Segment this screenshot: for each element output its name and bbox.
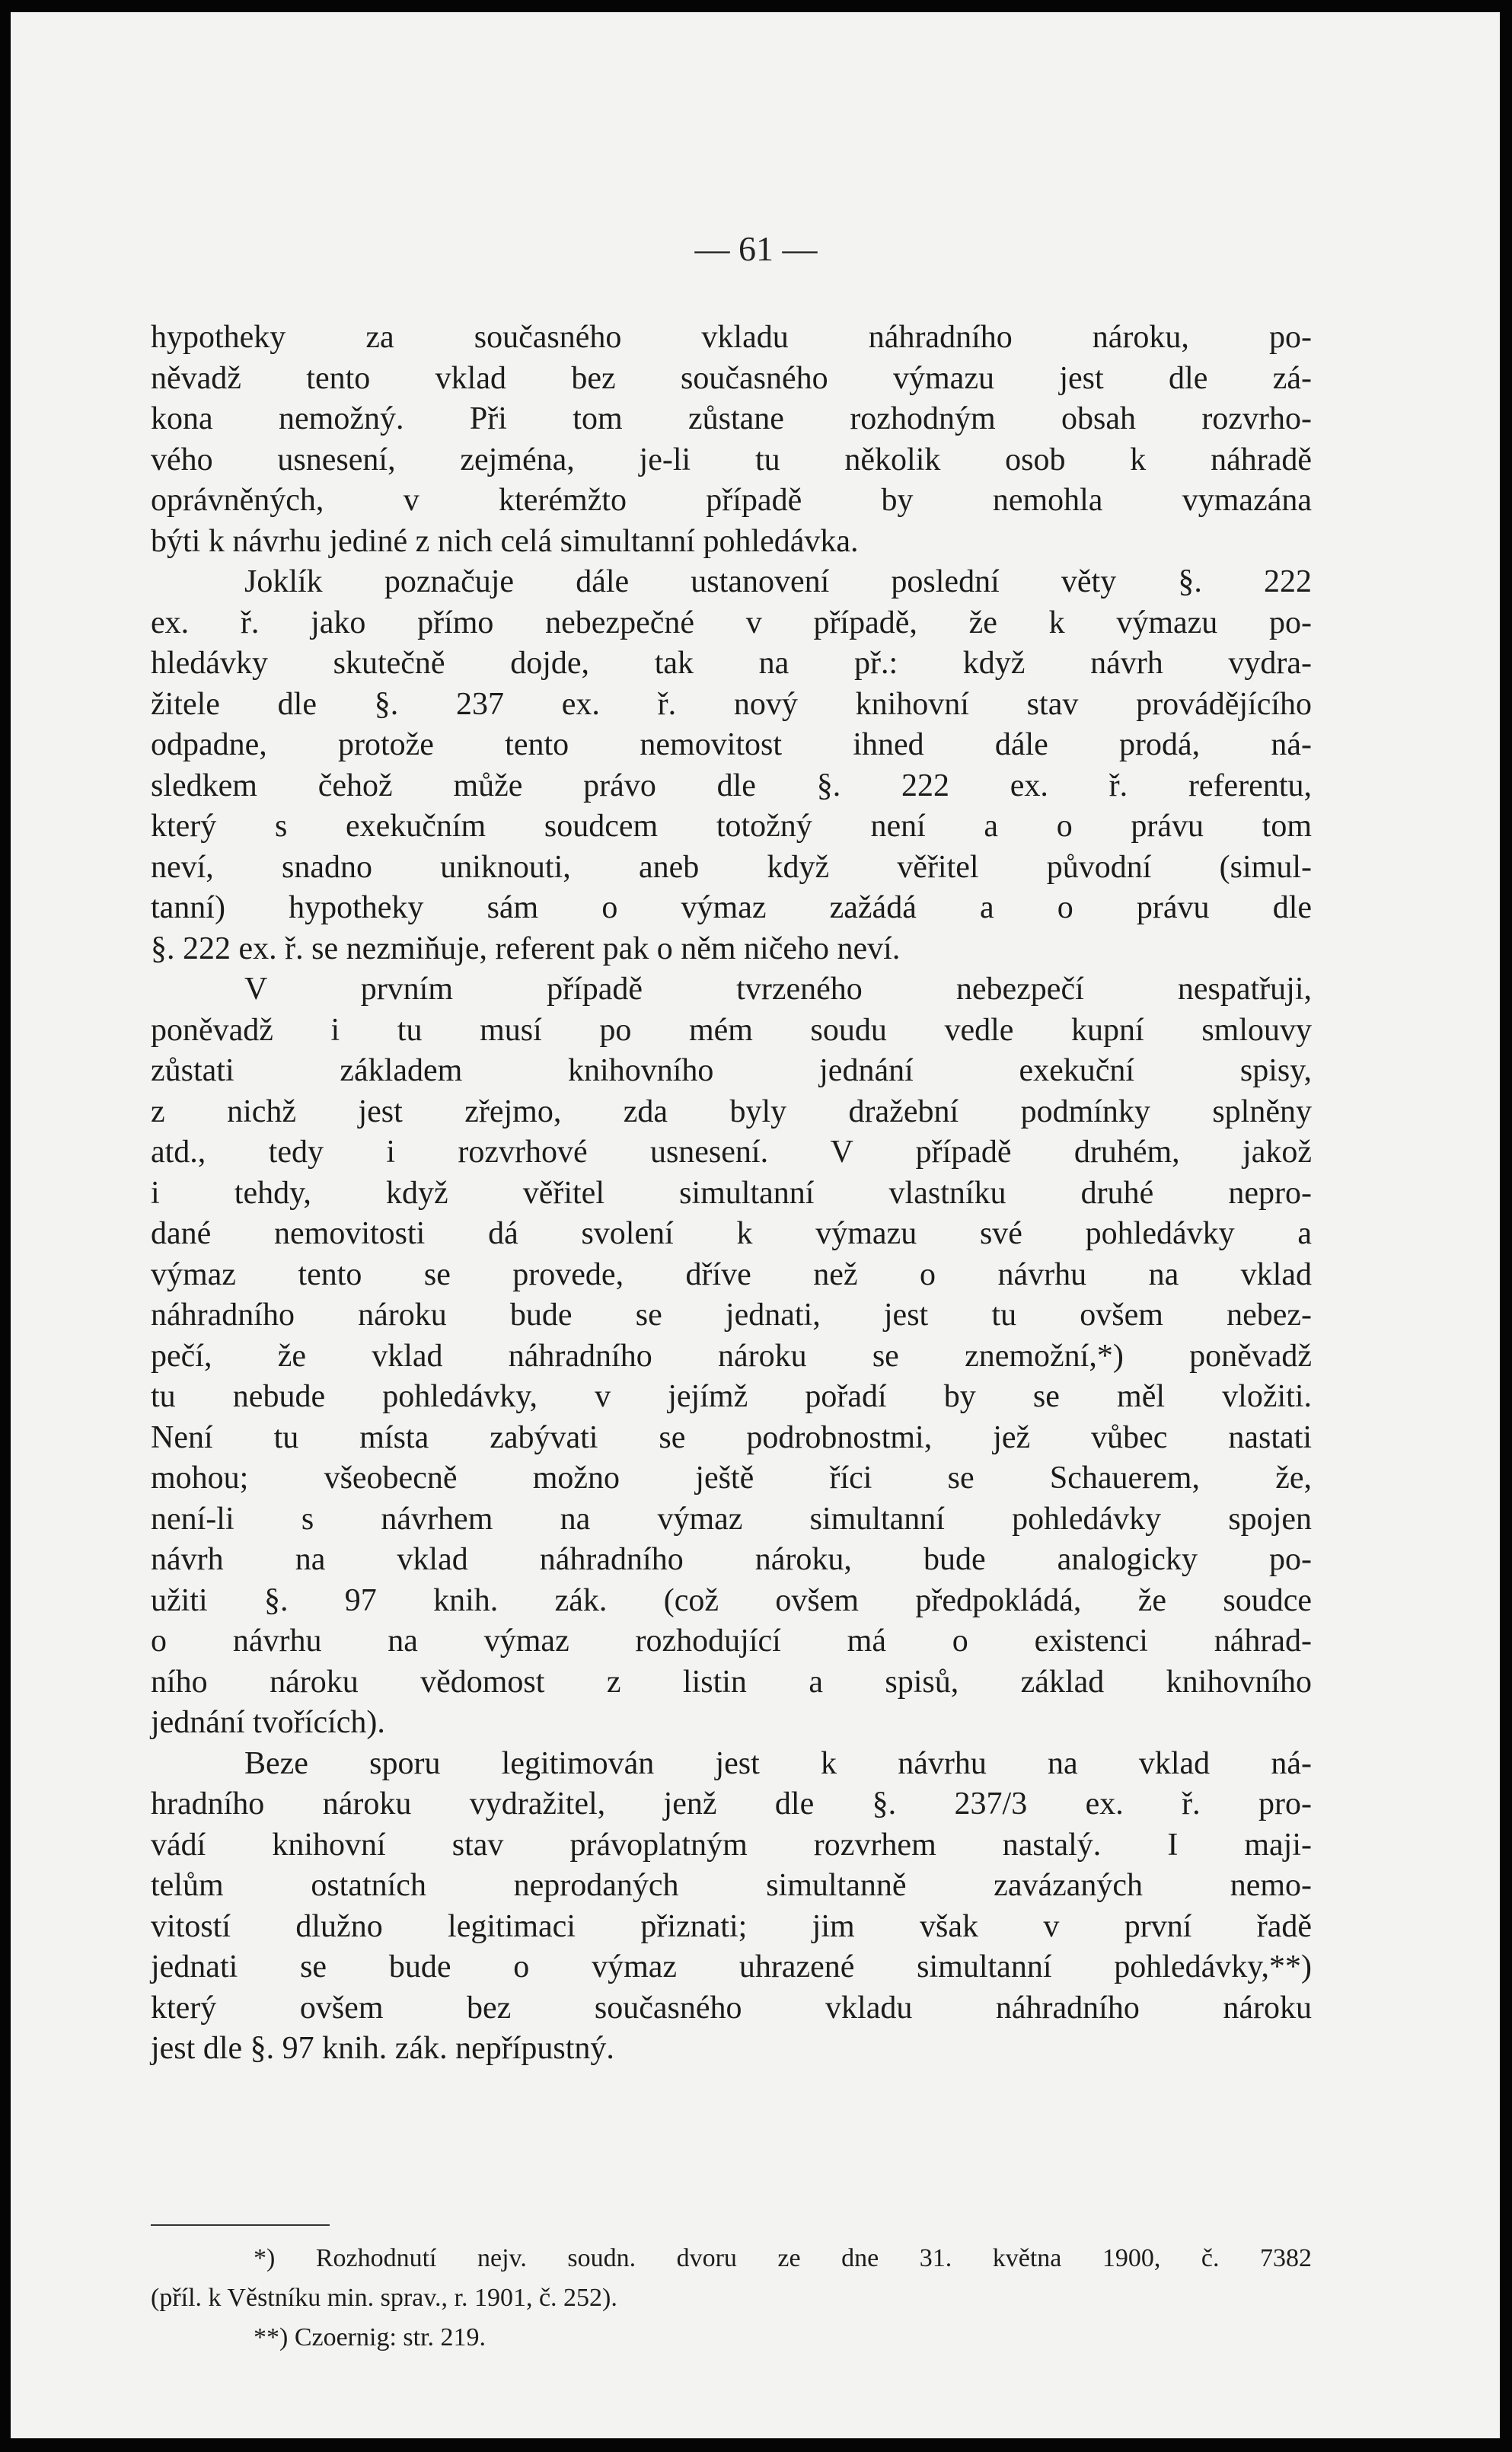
footnote-1-line-1: *) Rozhodnutí nejv. soudn. dvoru ze dne 31. května 1900, č. 7382 [254, 2244, 1312, 2272]
text-line: ního nároku vědomost z listin a spisů, základ knihovního [151, 1664, 1312, 1700]
footnotes [151, 2239, 1312, 2358]
text-line: něvadž tento vklad bez současného výmazu jest dle zá- [151, 360, 1312, 396]
text-line: výmaz tento se provede, dříve než o návrhu na vklad [151, 1256, 1312, 1292]
paragraph-start-line: V prvním případě tvrzeného nebezpečí nespatřuji, [244, 972, 1312, 1007]
text-line: užiti §. 97 knih. zák. (což ovšem předpokládá, že soudce [151, 1582, 1312, 1618]
text-line: hypotheky za současného vkladu náhradního nároku, po- [151, 320, 1312, 355]
text-line: §. 222 ex. ř. se nezmiňuje, referent pak o něm ničeho neví. [151, 931, 901, 966]
text-line: který ovšem bez současného vkladu náhradního nároku [151, 1990, 1312, 2026]
footnote-1-line-2: (příl. k Věstníku min. sprav., r. 1901, č. 252). [151, 2284, 617, 2312]
text-line: návrh na vklad náhradního nároku, bude analogicky po- [151, 1542, 1312, 1577]
text-line: z nichž jest zřejmo, zda byly dražební podmínky splněny [151, 1094, 1312, 1129]
text-line: hradního nároku vydražitel, jenž dle §. 237/3 ex. ř. pro- [151, 1786, 1312, 1821]
footnote-2: **) Czoernig: str. 219. [254, 2323, 486, 2351]
text-line: sledkem čehož může právo dle §. 222 ex. ř. referentu, [151, 768, 1312, 803]
text-line: ex. ř. jako přímo nebezpečné v případě, že k výmazu po- [151, 605, 1312, 640]
text-line: i tehdy, když věřitel simultanní vlastníku druhé nepro- [151, 1175, 1312, 1211]
text-line: o návrhu na výmaz rozhodující má o existenci náhrad- [151, 1623, 1312, 1659]
text-line: vádí knihovní stav právoplatným rozvrhem nastalý. I maji- [151, 1827, 1312, 1863]
text-line: vého usnesení, zejména, je-li tu několik osob k náhradě [151, 442, 1312, 477]
footnote-rule [151, 2224, 330, 2226]
page-number: — 61 — [694, 229, 818, 268]
text-line: dané nemovitosti dá svolení k výmazu své pohledávky a [151, 1216, 1312, 1251]
paragraph-start-line: Joklík poznačuje dále ustanovení poslední věty §. 222 [244, 564, 1312, 599]
text-line: Není tu místa zabývati se podrobnostmi, jež vůbec nastati [151, 1419, 1312, 1455]
text-line: jednati se bude o výmaz uhrazené simultanní pohledávky,**) [151, 1949, 1312, 1984]
text-line: neví, snadno uniknouti, aneb když věřitel původní (simul- [151, 849, 1312, 885]
text-line: vitostí dlužno legitimaci přiznati; jim však v první řadě [151, 1908, 1312, 1944]
text-line: mohou; všeobecně možno ještě říci se Schauerem, že, [151, 1461, 1312, 1496]
text-line: telům ostatních neprodaných simultanně zavázaných nemo- [151, 1868, 1312, 1903]
text-line: žitele dle §. 237 ex. ř. nový knihovní stav provádějícího [151, 686, 1312, 722]
text-line: býti k návrhu jediné z nich celá simultanní pohledávka. [151, 523, 859, 559]
text-line: náhradního nároku bude se jednati, jest tu ovšem nebez- [151, 1298, 1312, 1333]
text-line: kona nemožný. Při tom zůstane rozhodným obsah rozvrho- [151, 401, 1312, 436]
text-line: pečí, že vklad náhradního nároku se znemožní,*) poněvadž [151, 1338, 1312, 1374]
text-line: zůstati základem knihovního jednání exekuční spisy, [151, 1053, 1312, 1088]
text-line: který s exekučním soudcem totožný není a o právu tom [151, 809, 1312, 844]
text-line: tu nebude pohledávky, v jejímž pořadí by se měl vložiti. [151, 1379, 1312, 1414]
text-line: tanní) hypotheky sám o výmaz zažádá a o právu dle [151, 890, 1312, 925]
body-text [151, 318, 1312, 2070]
text-line: oprávněných, v kterémžto případě by nemohla vymazána [151, 483, 1312, 518]
text-line: poněvadž i tu musí po mém soudu vedle kupní smlouvy [151, 1012, 1312, 1048]
text-line: není-li s návrhem na výmaz simultanní pohledávky spojen [151, 1501, 1312, 1537]
text-line: hledávky skutečně dojde, tak na př.: když návrh vydra- [151, 646, 1312, 681]
text-line: atd., tedy i rozvrhové usnesení. V případě druhém, jakož [151, 1135, 1312, 1170]
paragraph-start-line: Beze sporu legitimován jest k návrhu na vklad ná- [244, 1745, 1312, 1781]
text-line: odpadne, protože tento nemovitost ihned dále prodá, ná- [151, 727, 1312, 762]
text-line: jednání tvořících). [151, 1705, 385, 1740]
text-line: jest dle §. 97 knih. zák. nepřípustný. [151, 2031, 614, 2066]
